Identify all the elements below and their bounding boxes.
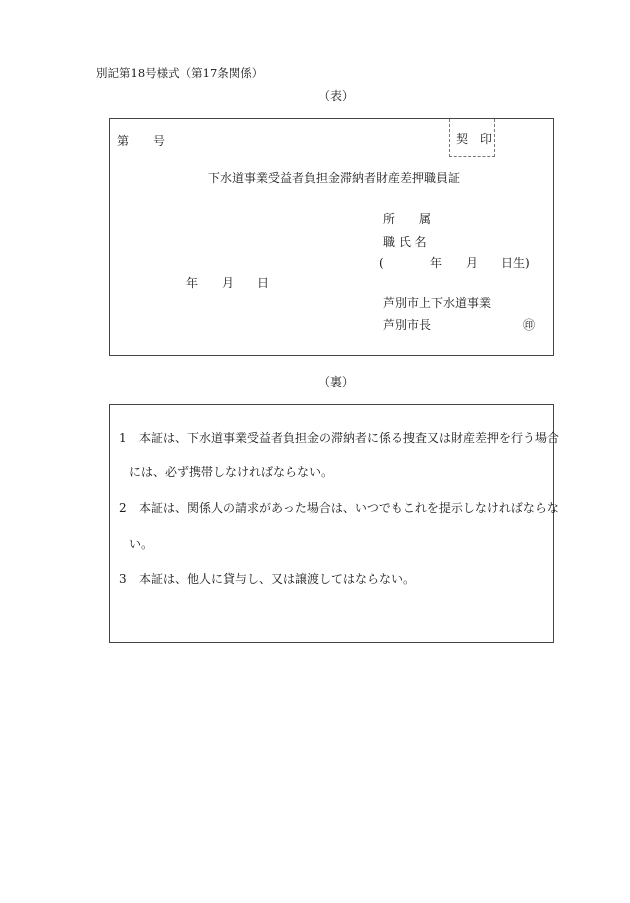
number-label: 第 号 (117, 134, 166, 148)
form-label: 別記第18号様式（第17条関係） (96, 66, 264, 80)
birth-year-label: 年 (430, 256, 443, 270)
item-text-line1: 本証は、下水道事業受益者負担金の滞納者に係る捜査又は財産差押を行う場合 (139, 431, 560, 445)
item-text-line2: には、必ず携帯しなければならない。 (129, 465, 334, 479)
seal-box (449, 119, 495, 157)
item-number: 2 (119, 501, 127, 515)
front-section-label: （表） (318, 89, 355, 103)
birth-day-label: 日生) (501, 256, 530, 270)
seal-label: 契 印 (456, 132, 493, 146)
issue-day-label: 日 (257, 276, 270, 290)
item-text-line2: い。 (129, 537, 154, 551)
card-title: 下水道事業受益者負担金滞納者財産差押職員証 (208, 171, 461, 185)
item-number: 3 (119, 572, 127, 586)
issuer-org: 芦別市上下水道事業 (383, 296, 492, 310)
front-card (109, 118, 554, 356)
birth-month-label: 月 (466, 256, 479, 270)
item-text-line1: 本証は、関係人の請求があった場合は、いつでもこれを提示しなければならな (139, 501, 559, 515)
issue-year-label: 年 (186, 276, 199, 290)
issue-month-label: 月 (222, 276, 235, 290)
issuer-title: 芦別市長 (383, 318, 432, 332)
affiliation-label: 所 属 (383, 212, 432, 226)
item-text-line1: 本証は、他人に貸与し、又は譲渡してはならない。 (139, 572, 416, 586)
back-section-label: （裏） (318, 375, 355, 389)
back-card (109, 404, 560, 643)
birth-open-paren: ( (379, 256, 384, 270)
name-label: 職 氏 名 (383, 235, 427, 249)
item-number: 1 (119, 431, 127, 445)
stamp-mark: ㊞ (523, 318, 536, 332)
